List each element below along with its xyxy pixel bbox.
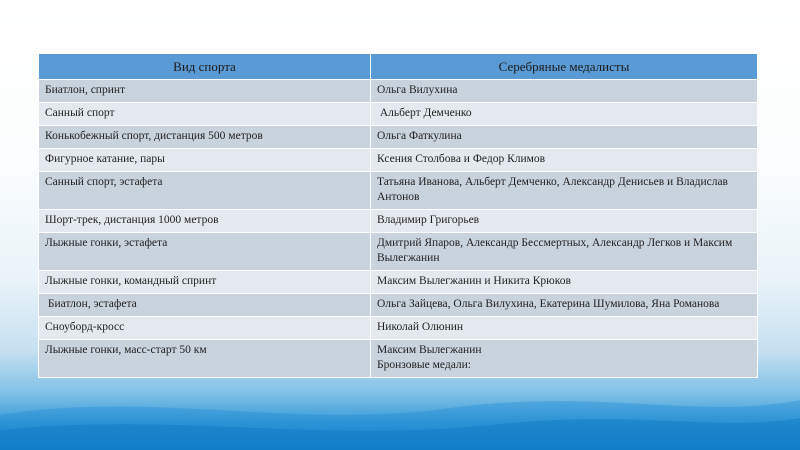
table-header-row bbox=[39, 54, 758, 80]
sport-cell: Конькобежный спорт, дистанция 500 метров bbox=[39, 126, 371, 149]
header-sport: Вид спорта bbox=[39, 54, 371, 80]
medal-table bbox=[38, 53, 758, 378]
medalists-cell: Ольга Фаткулина bbox=[371, 126, 758, 149]
table-row bbox=[39, 126, 758, 149]
medalists-cell: Владимир Григорьев bbox=[371, 210, 758, 233]
medalists-cell: Максим Вылегжанин Бронзовые медали: bbox=[371, 340, 758, 378]
header-silver-medalists: Серебряные медалисты bbox=[371, 54, 758, 80]
sport-cell: Биатлон, эстафета bbox=[39, 294, 371, 317]
medalists-cell: Максим Вылегжанин и Никита Крюков bbox=[371, 271, 758, 294]
sport-cell: Лыжные гонки, командный спринт bbox=[39, 271, 371, 294]
medalists-cell: Ольга Вилухина bbox=[371, 80, 758, 103]
medalists-cell: Ольга Зайцева, Ольга Вилухина, Екатерина Шумилова, Яна Романова bbox=[371, 294, 758, 317]
table-row bbox=[39, 317, 758, 340]
sport-cell: Санный спорт, эстафета bbox=[39, 172, 371, 210]
medalists-cell: Альберт Демченко bbox=[371, 103, 758, 126]
medalists-cell: Ксения Столбова и Федор Климов bbox=[371, 149, 758, 172]
sport-cell: Биатлон, спринт bbox=[39, 80, 371, 103]
table-row bbox=[39, 210, 758, 233]
sport-cell: Лыжные гонки, эстафета bbox=[39, 233, 371, 271]
sport-cell: Сноуборд-кросс bbox=[39, 317, 371, 340]
table-row bbox=[39, 294, 758, 317]
medalists-cell: Татьяна Иванова, Альберт Демченко, Александр Денисьев и Владислав Антонов bbox=[371, 172, 758, 210]
sport-cell: Фигурное катание, пары bbox=[39, 149, 371, 172]
sport-cell: Шорт-трек, дистанция 1000 метров bbox=[39, 210, 371, 233]
medalists-cell: Дмитрий Япаров, Александр Бессмертных, Александр Легков и Максим Вылегжанин bbox=[371, 233, 758, 271]
table-row bbox=[39, 149, 758, 172]
table-row bbox=[39, 271, 758, 294]
table-row bbox=[39, 233, 758, 271]
medalists-cell: Николай Олюнин bbox=[371, 317, 758, 340]
table-row bbox=[39, 80, 758, 103]
table-row bbox=[39, 340, 758, 378]
table-body bbox=[39, 80, 758, 378]
table-row bbox=[39, 103, 758, 126]
medal-table-container bbox=[38, 53, 757, 378]
sport-cell: Лыжные гонки, масс-старт 50 км bbox=[39, 340, 371, 378]
table-row bbox=[39, 172, 758, 210]
sport-cell: Санный спорт bbox=[39, 103, 371, 126]
